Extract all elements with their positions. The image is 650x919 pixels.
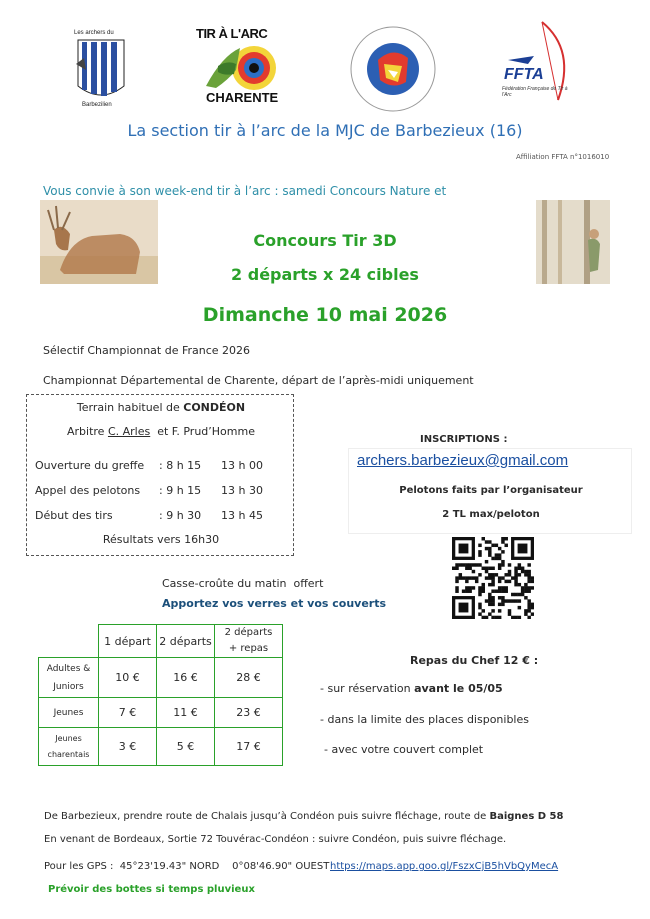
schedule-time-1: : 8 h 15 (159, 459, 202, 472)
championnat-text: Championnat Départemental de Charente, départ de l’après-midi uniquement (43, 374, 474, 387)
event-name: Concours Tir 3D (253, 231, 397, 250)
results-time: Résultats vers 16h30 (102, 533, 220, 546)
archers-logo-top-text: Les archers du (74, 30, 114, 36)
price-cell: 28 € (215, 658, 283, 698)
repas-line-1-date: avant le 05/05 (414, 682, 503, 695)
invite-text: Vous convie à son week-end tir à l’arc : samedi Concours Nature et (43, 184, 447, 198)
selectif-text: Sélectif Championnat de France 2026 (43, 344, 251, 357)
price-cell: 5 € (157, 728, 215, 766)
row-label-line2: Juniors (53, 681, 84, 692)
archers-logo-bottom-text: Barbezilien (82, 102, 112, 108)
schedule-time-2: 13 h 45 (221, 509, 263, 522)
route-bordeaux: En venant de Bordeaux, Sortie 72 Touvérac-Condéon : suivre Condéon, puis suivre fléchage. (44, 834, 507, 845)
arbitre-1: C. Arles (107, 425, 151, 438)
row-label-line1: Jeunes (55, 733, 82, 743)
maps-link[interactable]: https://maps.app.goo.gl/FszxCjB5hVbQyMecA (330, 861, 559, 872)
gps-line (44, 861, 644, 872)
price-cell: 3 € (99, 728, 157, 766)
event-date: Dimanche 10 mai 2026 (202, 304, 448, 326)
arbitre-line (27, 425, 295, 438)
row-label-jeunes-charentais (39, 728, 99, 766)
charente-logo-top-text: TIR À L'ARC (196, 26, 268, 41)
header-2-departs-line1: 2 départs (224, 627, 273, 638)
header-2-departs: 2 départs (157, 625, 215, 658)
pelotons-text: Pelotons faits par l’organisateur (399, 485, 583, 496)
page-title: La section tir à l’arc de la MJC de Barbezieux (16) (127, 121, 523, 140)
archers-barbezilien-logo (72, 30, 130, 108)
inscriptions-box (348, 448, 632, 534)
comite-roundel-icon (348, 24, 438, 114)
terrain-line (27, 401, 295, 414)
casse-croute-text: Casse-croûte du matin offert (162, 577, 324, 590)
gps-coordinates: Pour les GPS : 45°23'19.43" NORD 0°08'46.90" OUEST (44, 861, 330, 872)
repas-line-1 (320, 682, 503, 695)
schedule-time-1: : 9 h 15 (159, 484, 202, 497)
repas-line-2: - dans la limite des places disponibles (320, 713, 529, 726)
affiliation-number: Affiliation FFTA n°1016010 (516, 153, 610, 161)
price-table (38, 624, 283, 766)
repas-title: Repas du Chef 12 € : (410, 654, 539, 667)
price-cell: 7 € (99, 698, 157, 728)
info-box (26, 394, 294, 556)
ffta-logo-name: FFTA (504, 66, 544, 83)
table-row (39, 728, 283, 766)
shield-icon (72, 30, 130, 108)
price-cell: 17 € (215, 728, 283, 766)
table-header-row (39, 625, 283, 658)
schedule-time-1: : 9 h 30 (159, 509, 202, 522)
schedule-label: Ouverture du greffe (35, 459, 145, 472)
price-cell: 10 € (99, 658, 157, 698)
schedule-time-2: 13 h 00 (221, 459, 263, 472)
row-label-line1: Adultes & (46, 663, 91, 674)
terrain-name: CONDÉON (183, 401, 246, 414)
table-row (39, 658, 283, 698)
ffta-logo (498, 16, 582, 108)
tir-arc-charente-logo (192, 26, 288, 108)
schedule-time-2: 13 h 30 (221, 484, 263, 497)
comite-regional-logo (348, 24, 438, 114)
inscriptions-title: INSCRIPTIONS : (420, 434, 508, 445)
event-departs: 2 départs x 24 cibles (231, 265, 419, 284)
charente-logo-bottom-text: CHARENTE (206, 90, 279, 105)
apportez-text: Apportez vos verres et vos couverts (162, 597, 387, 610)
table-row (39, 698, 283, 728)
price-cell: 11 € (157, 698, 215, 728)
qr-code-icon (452, 537, 534, 619)
route-baignes: Baignes D 58 (489, 811, 564, 822)
schedule-label: Début des tirs (35, 509, 113, 522)
ffta-logo-subtitle: Fédération Française de Tir à l'Arc (502, 86, 568, 98)
row-label-adultes (39, 658, 99, 698)
arbitre-suffix: et F. Prud’Homme (150, 425, 255, 438)
repas-line-1-prefix: - sur réservation (320, 682, 415, 695)
route-barbezieux-text: De Barbezieux, prendre route de Chalais jusqu’à Condéon puis suivre fléchage, route de (44, 811, 490, 822)
price-cell: 16 € (157, 658, 215, 698)
repas-line-3: - avec votre couvert complet (324, 743, 484, 756)
header-1-depart: 1 départ (99, 625, 157, 658)
bottes-note: Prévoir des bottes si temps pluvieux (48, 884, 255, 895)
arbitre-prefix: Arbitre (67, 425, 108, 438)
schedule-label: Appel des pelotons (35, 484, 141, 497)
qr-code[interactable] (452, 537, 534, 619)
row-label-line2: charentais (47, 749, 90, 759)
header-repas-line2: + repas (228, 643, 269, 654)
header-2-departs-repas (215, 625, 283, 658)
email-link[interactable]: archers.barbezieux@gmail.com (357, 452, 569, 469)
price-cell: 23 € (215, 698, 283, 728)
tl-text: 2 TL max/peloton (442, 509, 540, 520)
route-barbezieux (44, 811, 563, 822)
row-label-jeunes: Jeunes (39, 698, 99, 728)
terrain-prefix: Terrain habituel de (76, 401, 184, 414)
